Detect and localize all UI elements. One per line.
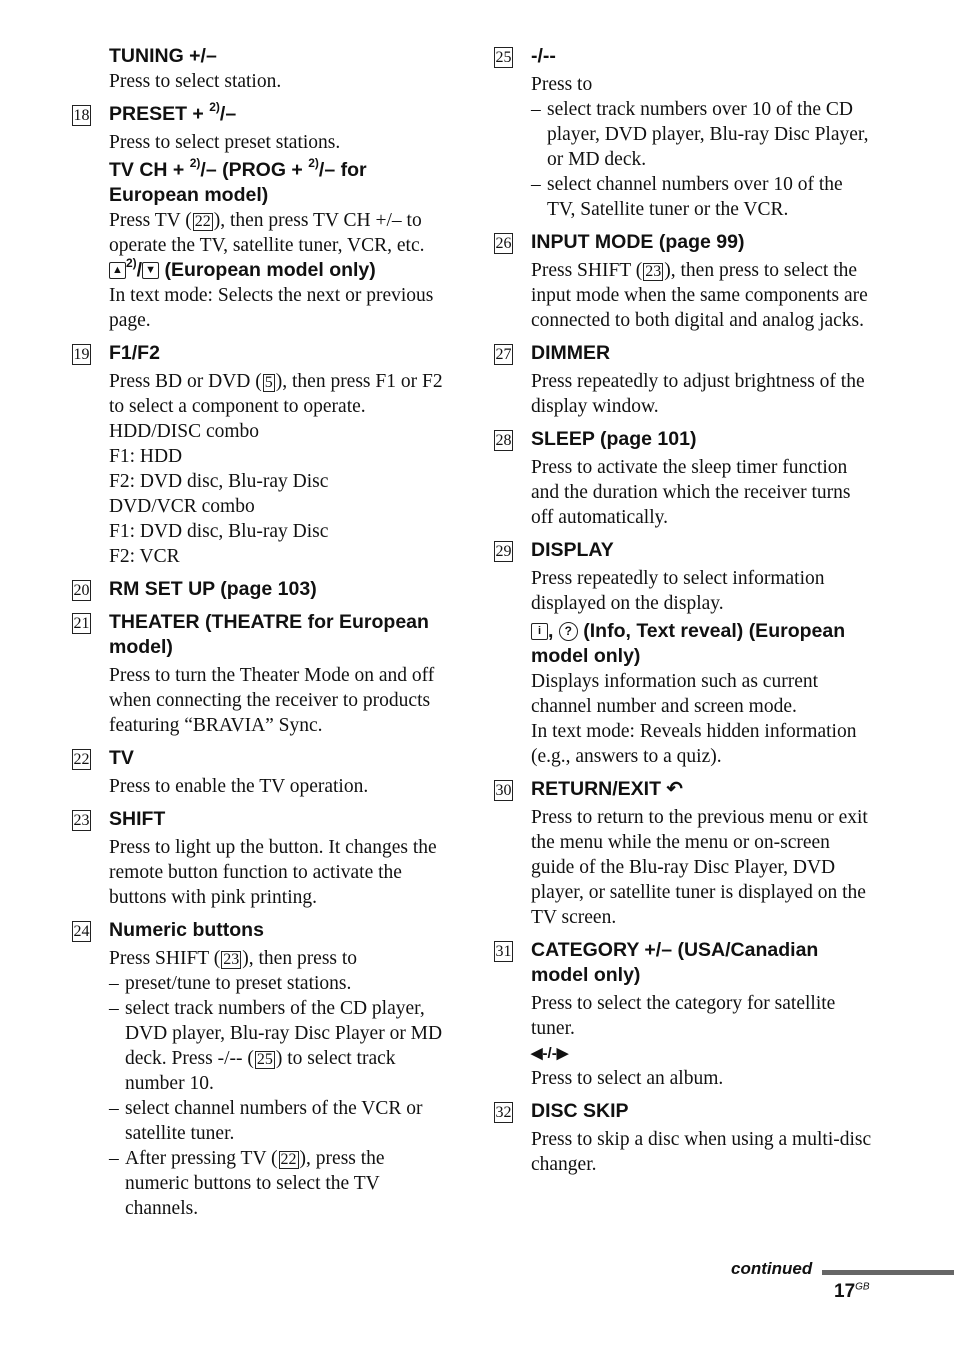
sleep-title: SLEEP (page 101)	[531, 428, 697, 450]
ref-box: 22	[280, 1151, 297, 1168]
info-reveal-desc: Displays information such as current channel number and screen mode.	[531, 671, 819, 717]
preset-title: PRESET + $^{2)}$/–	[109, 99, 237, 125]
numeric-bullet: – preset/tune to preset stations.	[109, 971, 450, 996]
album-desc: Press to select an album.	[531, 1068, 724, 1089]
item-number-29: 29	[495, 543, 512, 560]
theater-title: THEATER (THEATRE for European model)	[109, 611, 429, 658]
category-title: CATEGORY +/– (USA/Canadian model only)	[531, 939, 819, 986]
category-desc: Press to select the category for satellite tuner.	[531, 993, 836, 1039]
dimmer-title: DIMMER	[531, 342, 611, 364]
tuning-title: TUNING +/–	[109, 45, 217, 67]
item-number-18: 18	[73, 107, 90, 124]
tvch-title: TV CH + $^{2)}$/– (PROG + $^{2)}$/– for European model)	[109, 155, 367, 206]
dash-dash-bullet: – select track numbers over 10 of the CD player, DVD player, Blu-ray Disc Player, or MD deck.	[531, 97, 874, 172]
entry-28	[494, 427, 874, 530]
disc-skip-desc: Press to skip a disc when using a multi-disc changer.	[531, 1129, 872, 1175]
item-number-21: 21	[73, 615, 90, 632]
album-title: ◀-/-▶	[531, 1045, 569, 1062]
item-number-28: 28	[495, 432, 512, 449]
dash-dash-bullet: – select channel numbers over 10 of the TV, Satellite tuner or the VCR.	[531, 172, 874, 222]
entry-tuning	[72, 44, 450, 94]
entry-21	[72, 610, 450, 738]
info-reveal-desc: In text mode: Reveals hidden information (e.g., answers to a quiz).	[531, 721, 857, 767]
numeric-title: Numeric buttons	[109, 919, 264, 941]
numeric-bullet: – After pressing TV ( 22 ), press the numeric buttons to select the TV channels.	[109, 1146, 450, 1221]
return-exit-desc: Press to return to the previous menu or exit the menu while the menu or on-screen guide of the Blu-ray Disc Player, DVD player, or satellite tuner is displayed on the TV screen.	[531, 807, 868, 928]
display-title: DISPLAY	[531, 539, 614, 561]
info-icon: i	[531, 623, 548, 640]
display-desc: Press repeatedly to select information displayed on the display.	[531, 568, 825, 614]
dash-dash-title: -/--	[531, 45, 556, 67]
entry-29	[494, 538, 874, 769]
entry-27	[494, 341, 874, 419]
entry-31	[494, 938, 874, 1091]
ref-box: 23	[645, 263, 662, 280]
item-number-22: 22	[73, 751, 90, 768]
ref-box: 5	[264, 374, 273, 391]
text-page-title: ▲$^{2)}$/ ▼ (European model only)	[109, 258, 450, 283]
entry-32	[494, 1099, 874, 1177]
numeric-desc: Press SHIFT ( 23 ), then press to	[109, 948, 358, 969]
entry-30	[494, 777, 874, 930]
entry-20	[72, 577, 450, 602]
item-number-25: 25	[495, 49, 512, 66]
info-reveal-title: i , ? (Info, Text reveal) (European model only)	[531, 620, 846, 667]
ref-box: 23	[223, 951, 240, 968]
disc-skip-title: DISC SKIP	[531, 1100, 629, 1122]
text-page-down-icon: ▼	[142, 262, 159, 279]
entry-25	[494, 44, 874, 222]
page-number: $17^{GB}$	[834, 1281, 870, 1302]
item-number-23: 23	[73, 812, 90, 829]
entry-26	[494, 230, 874, 333]
numeric-bullet: – select channel numbers of the VCR or satellite tuner.	[109, 1096, 450, 1146]
dimmer-desc: Press repeatedly to adjust brightness of the display window.	[531, 371, 865, 417]
tv-title: TV	[109, 747, 134, 769]
entry-23	[72, 807, 450, 910]
numeric-bullet: – select track numbers of the CD player, DVD player, Blu-ray Disc Player or MD deck. Press -/-- ( 25 ) to select track number 10.	[109, 996, 450, 1096]
item-number-27: 27	[495, 346, 512, 363]
f1f2-line: F1: DVD disc, Blu-ray Disc	[109, 521, 329, 542]
ref-box: 22	[194, 213, 211, 230]
text-page-desc: In text mode: Selects the next or previous page.	[109, 285, 434, 331]
ref-box: 25	[256, 1051, 273, 1068]
right-column	[494, 44, 874, 1177]
continued-label: continued	[731, 1259, 813, 1278]
item-number-30: 30	[495, 782, 512, 799]
return-arrow-icon: ↶	[666, 778, 683, 800]
page-suffix: GB	[855, 1281, 870, 1293]
entry-19	[72, 341, 450, 569]
preset-desc: Press to select preset stations.	[109, 132, 341, 153]
input-mode-title: INPUT MODE (page 99)	[531, 231, 745, 253]
item-number-32: 32	[495, 1104, 512, 1121]
item-number-24: 24	[73, 923, 90, 940]
rm-setup-title: RM SET UP (page 103)	[109, 578, 317, 600]
item-number-26: 26	[495, 235, 512, 252]
sleep-desc: Press to activate the sleep timer function and the duration which the receiver turns off automatically.	[531, 457, 851, 528]
tuning-desc: Press to select station.	[109, 71, 282, 92]
f1f2-line: HDD/DISC combo	[109, 421, 260, 442]
text-page-up-icon: ▲	[109, 262, 126, 279]
text-reveal-icon: ?	[559, 622, 578, 641]
shift-desc: Press to light up the button. It changes the remote button function to activate the buttons with pink printing.	[109, 837, 437, 908]
dash-dash-desc: Press to	[531, 74, 593, 95]
theater-desc: Press to turn the Theater Mode on and off when connecting the receiver to products featuring “BRAVIA” Sync.	[109, 665, 435, 736]
return-exit-title: RETURN/EXIT ↶	[531, 778, 683, 800]
f1f2-line: F1: HDD	[109, 446, 183, 467]
item-number-31: 31	[495, 943, 512, 960]
left-column	[72, 44, 450, 1221]
entry-18	[72, 99, 450, 333]
f1f2-line: F2: DVD disc, Blu-ray Disc	[109, 471, 329, 492]
f1f2-title: F1/F2	[109, 342, 160, 364]
input-mode-desc: Press SHIFT ( 23 ), then press to select the input mode when the same components are connected to both digital and analog jacks.	[531, 260, 868, 331]
f1f2-line: F2: VCR	[109, 546, 180, 567]
entry-22	[72, 746, 450, 799]
item-number-20: 20	[73, 582, 90, 599]
tvch-desc: Press TV ( 22 ), then press TV CH +/– to operate the TV, satellite tuner, VCR, etc.	[109, 210, 425, 256]
arrow-left-icon: ◀	[531, 1045, 543, 1062]
tv-desc: Press to enable the TV operation.	[109, 776, 369, 797]
f1f2-desc: Press BD or DVD ( 5 ), then press F1 or F2 to select a component to operate.	[109, 371, 443, 417]
continued-rule	[822, 1270, 954, 1275]
f1f2-line: DVD/VCR combo	[109, 496, 255, 517]
shift-title: SHIFT	[109, 808, 166, 830]
arrow-right-icon: ▶	[556, 1045, 569, 1062]
entry-24	[72, 918, 450, 1221]
item-number-19: 19	[73, 346, 90, 363]
